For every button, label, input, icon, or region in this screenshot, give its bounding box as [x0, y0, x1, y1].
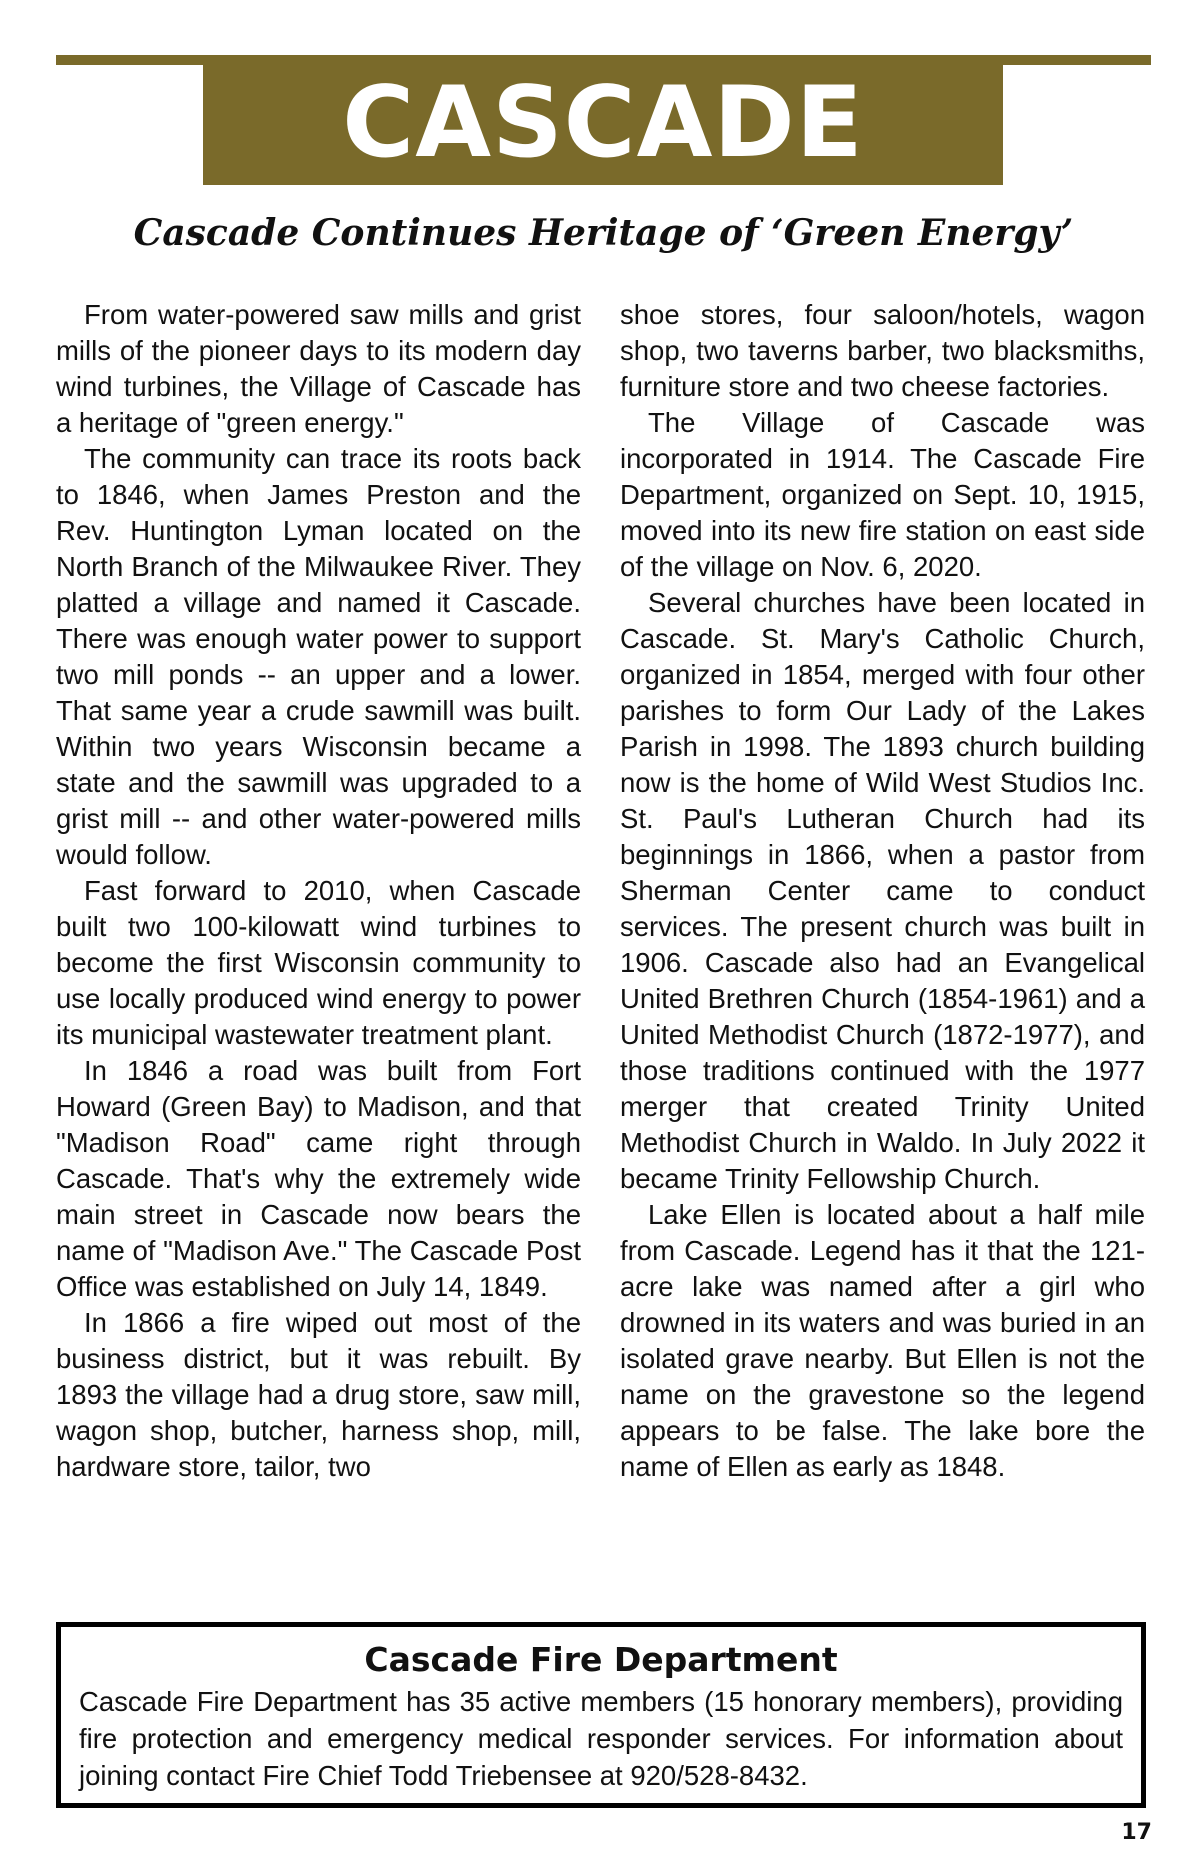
paragraph: The Village of Cascade was incorporated in 1914. The Cascade Fire Department, organized on Sept. 10, 1915, moved into its new fire station on east side of the village on Nov. 6, 2020. [620, 407, 1145, 582]
fire-department-text: Cascade Fire Department has 35 active members (15 honorary members), providing fire protection and emergency medical responder services. For information about joining contact Fire Chief Todd Triebensee at 920/528-8432. [79, 1686, 1123, 1791]
page-title: CASCADE [342, 66, 864, 180]
paragraph: Fast forward to 2010, when Cascade built two 100-kilowatt wind turbines to become the first Wisconsin community to use locally produced wind energy to power its municipal wastewater treatment plant. [56, 875, 581, 1050]
paragraph: Several churches have been located in Cascade. St. Mary's Catholic Church, organized in 1854, merged with four other parishes to form Our Lady of the Lakes Parish in 1998. The 1893 church building now is the home of Wild West Studios Inc. St. Paul's Lutheran Church had its beginnings in 1866, when a pastor from Sherman Center came to conduct services. The present church was built in 1906. Cascade also had an Evangelical United Brethren Church (1854-1961) and a United Methodist Church (1872-1977), and those traditions continued with the 1977 merger that created Trinity United Methodist Church in Waldo. In July 2022 it became Trinity Fellowship Church. [620, 587, 1145, 1194]
article-right-column [620, 297, 1145, 1485]
page-number: 17 [1121, 1820, 1152, 1845]
paragraph-continued: shoe stores, four saloon/hotels, wagon shop, two taverns barber, two blacksmiths, furniture store and two cheese factories. [620, 299, 1145, 402]
paragraph: The community can trace its roots back to 1846, when James Preston and the Rev. Huntington Lyman located on the North Branch of the Milwaukee River. They platted a village and named it Cascade. There was enough water power to support two mill ponds -- an upper and a lower. That same year a crude sawmill was built. Within two years Wisconsin became a state and the sawmill was upgraded to a grist mill -- and other water-powered mills would follow. [56, 443, 581, 870]
paragraph: In 1866 a fire wiped out most of the business district, but it was rebuilt. By 1893 the village had a drug store, saw mill, wagon shop, butcher, harness shop, mill, hardware store, tailor, two [56, 1307, 581, 1482]
fire-department-box [56, 1622, 1146, 1808]
paragraph: From water-powered saw mills and grist mills of the pioneer days to its modern day wind turbines, the Village of Cascade has a heritage of "green energy." [56, 299, 581, 438]
paragraph: Lake Ellen is located about a half mile from Cascade. Legend has it that the 121-acre lake was named after a girl who drowned in its waters and was buried in an isolated grave nearby. But Ellen is not the name on the gravestone so the legend appears to be false. The lake bore the name of Ellen as early as 1848. [620, 1199, 1145, 1482]
article-left-column [56, 297, 581, 1485]
title-banner [203, 65, 1003, 185]
top-rule [56, 55, 1151, 65]
article-headline: Cascade Continues Heritage of ‘Green Energy’ [133, 212, 1074, 254]
paragraph: In 1846 a road was built from Fort Howard (Green Bay) to Madison, and that "Madison Road" came right through Cascade. That's why the extremely wide main street in Cascade now bears the name of "Madison Ave." The Cascade Post Office was established on July 14, 1849. [56, 1055, 581, 1302]
fire-department-title: Cascade Fire Department [364, 1640, 838, 1679]
